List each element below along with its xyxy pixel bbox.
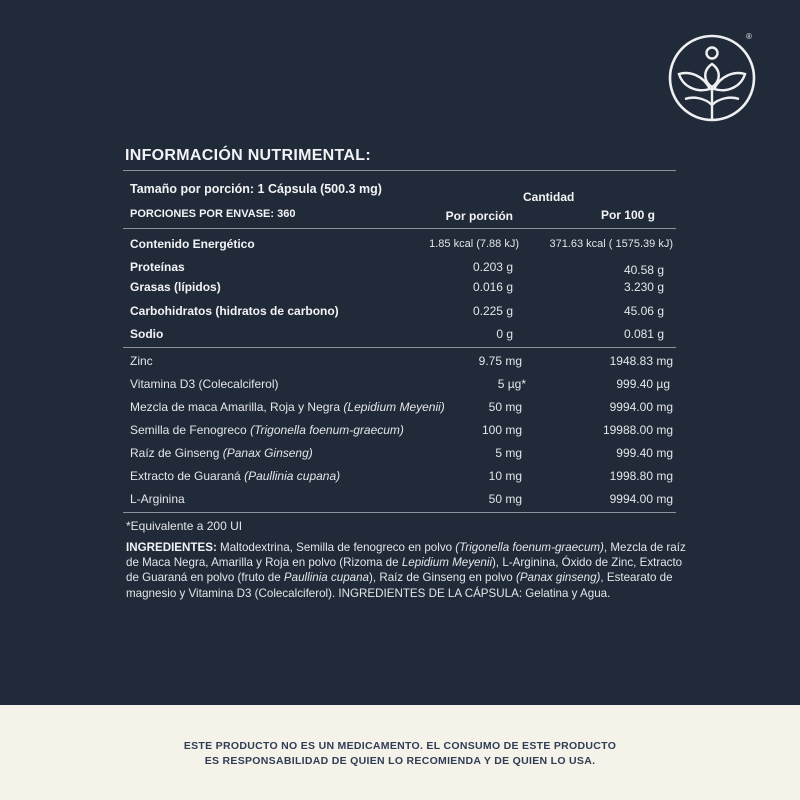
per-portion-header: Por porción (445, 209, 513, 223)
macro-portion: 0.016 g (472, 280, 513, 294)
macro-per100: 3.230 g (623, 280, 664, 294)
divider (123, 347, 676, 348)
macro-per100: 45.06 g (623, 304, 664, 318)
macro-portion: 0.203 g (472, 260, 513, 274)
micro-per100: 1948.83 mg (609, 354, 673, 368)
serving-size: Tamaño por porción: 1 Cápsula (500.3 mg) (130, 182, 382, 196)
micro-per100: 9994.00 mg (609, 492, 673, 506)
plant-leaves-circle-logo-icon (667, 33, 757, 123)
macro-per100: 0.081 g (623, 327, 664, 341)
servings-per-container: PORCIONES POR ENVASE: 360 (130, 208, 296, 220)
ingredients-text: INGREDIENTES: Maltodextrina, Semilla de fenogreco en polvo (Trigonella foenum-graecum), Mezcla de raíz de Maca Negra, Amarilla y Roja en polvo (Rizoma de Lepidium Meyenii), L-Arginina, Óxido de Zinc, Extracto de Guaraná en polvo (fruto de Paullinia cupana), Raíz de Ginseng en polvo (Panax ginseng), Estearato de magnesio y Vitamina D3 (Colecalciferol). INGREDIENTES DE LA CÁPSULA: Gelatina y Agua. (126, 541, 686, 600)
micro-portion: 9.75 mg (478, 354, 522, 368)
macro-name: Proteínas (130, 260, 185, 274)
micro-per100: 19988.00 mg (602, 423, 673, 437)
micro-name: Zinc (130, 354, 153, 368)
macro-portion: 0.225 g (472, 304, 513, 318)
amount-header: Cantidad (523, 190, 575, 204)
micro-per100: 9994.00 mg (609, 400, 673, 414)
divider (123, 512, 676, 513)
micro-portion: 50 mg (488, 400, 522, 414)
disclaimer-line: ESTE PRODUCTO NO ES UN MEDICAMENTO. EL CONSUMO DE ESTE PRODUCTO (183, 740, 617, 752)
footnote: *Equivalente a 200 UI (126, 519, 243, 533)
macro-portion: 1.85 kcal (7.88 kJ) (429, 238, 519, 250)
micro-name: Raíz de Ginseng (Panax Ginseng) (130, 446, 313, 460)
panel-title: INFORMACIÓN NUTRIMENTAL: (125, 147, 371, 164)
micro-name: Extracto de Guaraná (Paullinia cupana) (130, 469, 341, 483)
micro-per100: 999.40 µg (616, 377, 670, 391)
macro-name: Sodio (130, 327, 164, 341)
ingredients-label: INGREDIENTES: (126, 541, 217, 554)
divider (123, 170, 676, 171)
macro-per100: 371.63 kcal ( 1575.39 kJ) (549, 238, 673, 250)
macro-name: Contenido Energético (130, 237, 255, 251)
micro-per100: 999.40 mg (616, 446, 673, 460)
disclaimer-band (0, 705, 800, 800)
macro-name: Carbohidratos (hidratos de carbono) (130, 304, 339, 318)
micro-portion: 50 mg (488, 492, 522, 506)
micro-portion: 100 mg (481, 423, 522, 437)
macro-portion: 0 g (496, 327, 513, 341)
macro-per100: 40.58 g (623, 263, 664, 277)
registered-mark: ® (746, 32, 752, 41)
micro-portion: 5 mg (495, 446, 522, 460)
micro-per100: 1998.80 mg (609, 469, 673, 483)
macro-name: Grasas (lípidos) (130, 280, 221, 294)
micro-name: Semilla de Fenogreco (Trigonella foenum-graecum) (130, 423, 404, 437)
micro-name: L-Arginina (130, 492, 185, 506)
disclaimer-line: ES RESPONSABILIDAD DE QUIEN LO RECOMIENDA Y DE QUIEN LO USA. (204, 755, 596, 767)
micro-portion: 10 mg (488, 469, 522, 483)
micro-name: Mezcla de maca Amarilla, Roja y Negra (Lepidium Meyenii) (130, 400, 445, 414)
divider (123, 228, 676, 229)
micro-portion: 5 µg* (497, 377, 526, 391)
per-100g-header: Por 100 g (600, 208, 655, 222)
micro-name: Vitamina D3 (Colecalciferol) (130, 377, 279, 391)
